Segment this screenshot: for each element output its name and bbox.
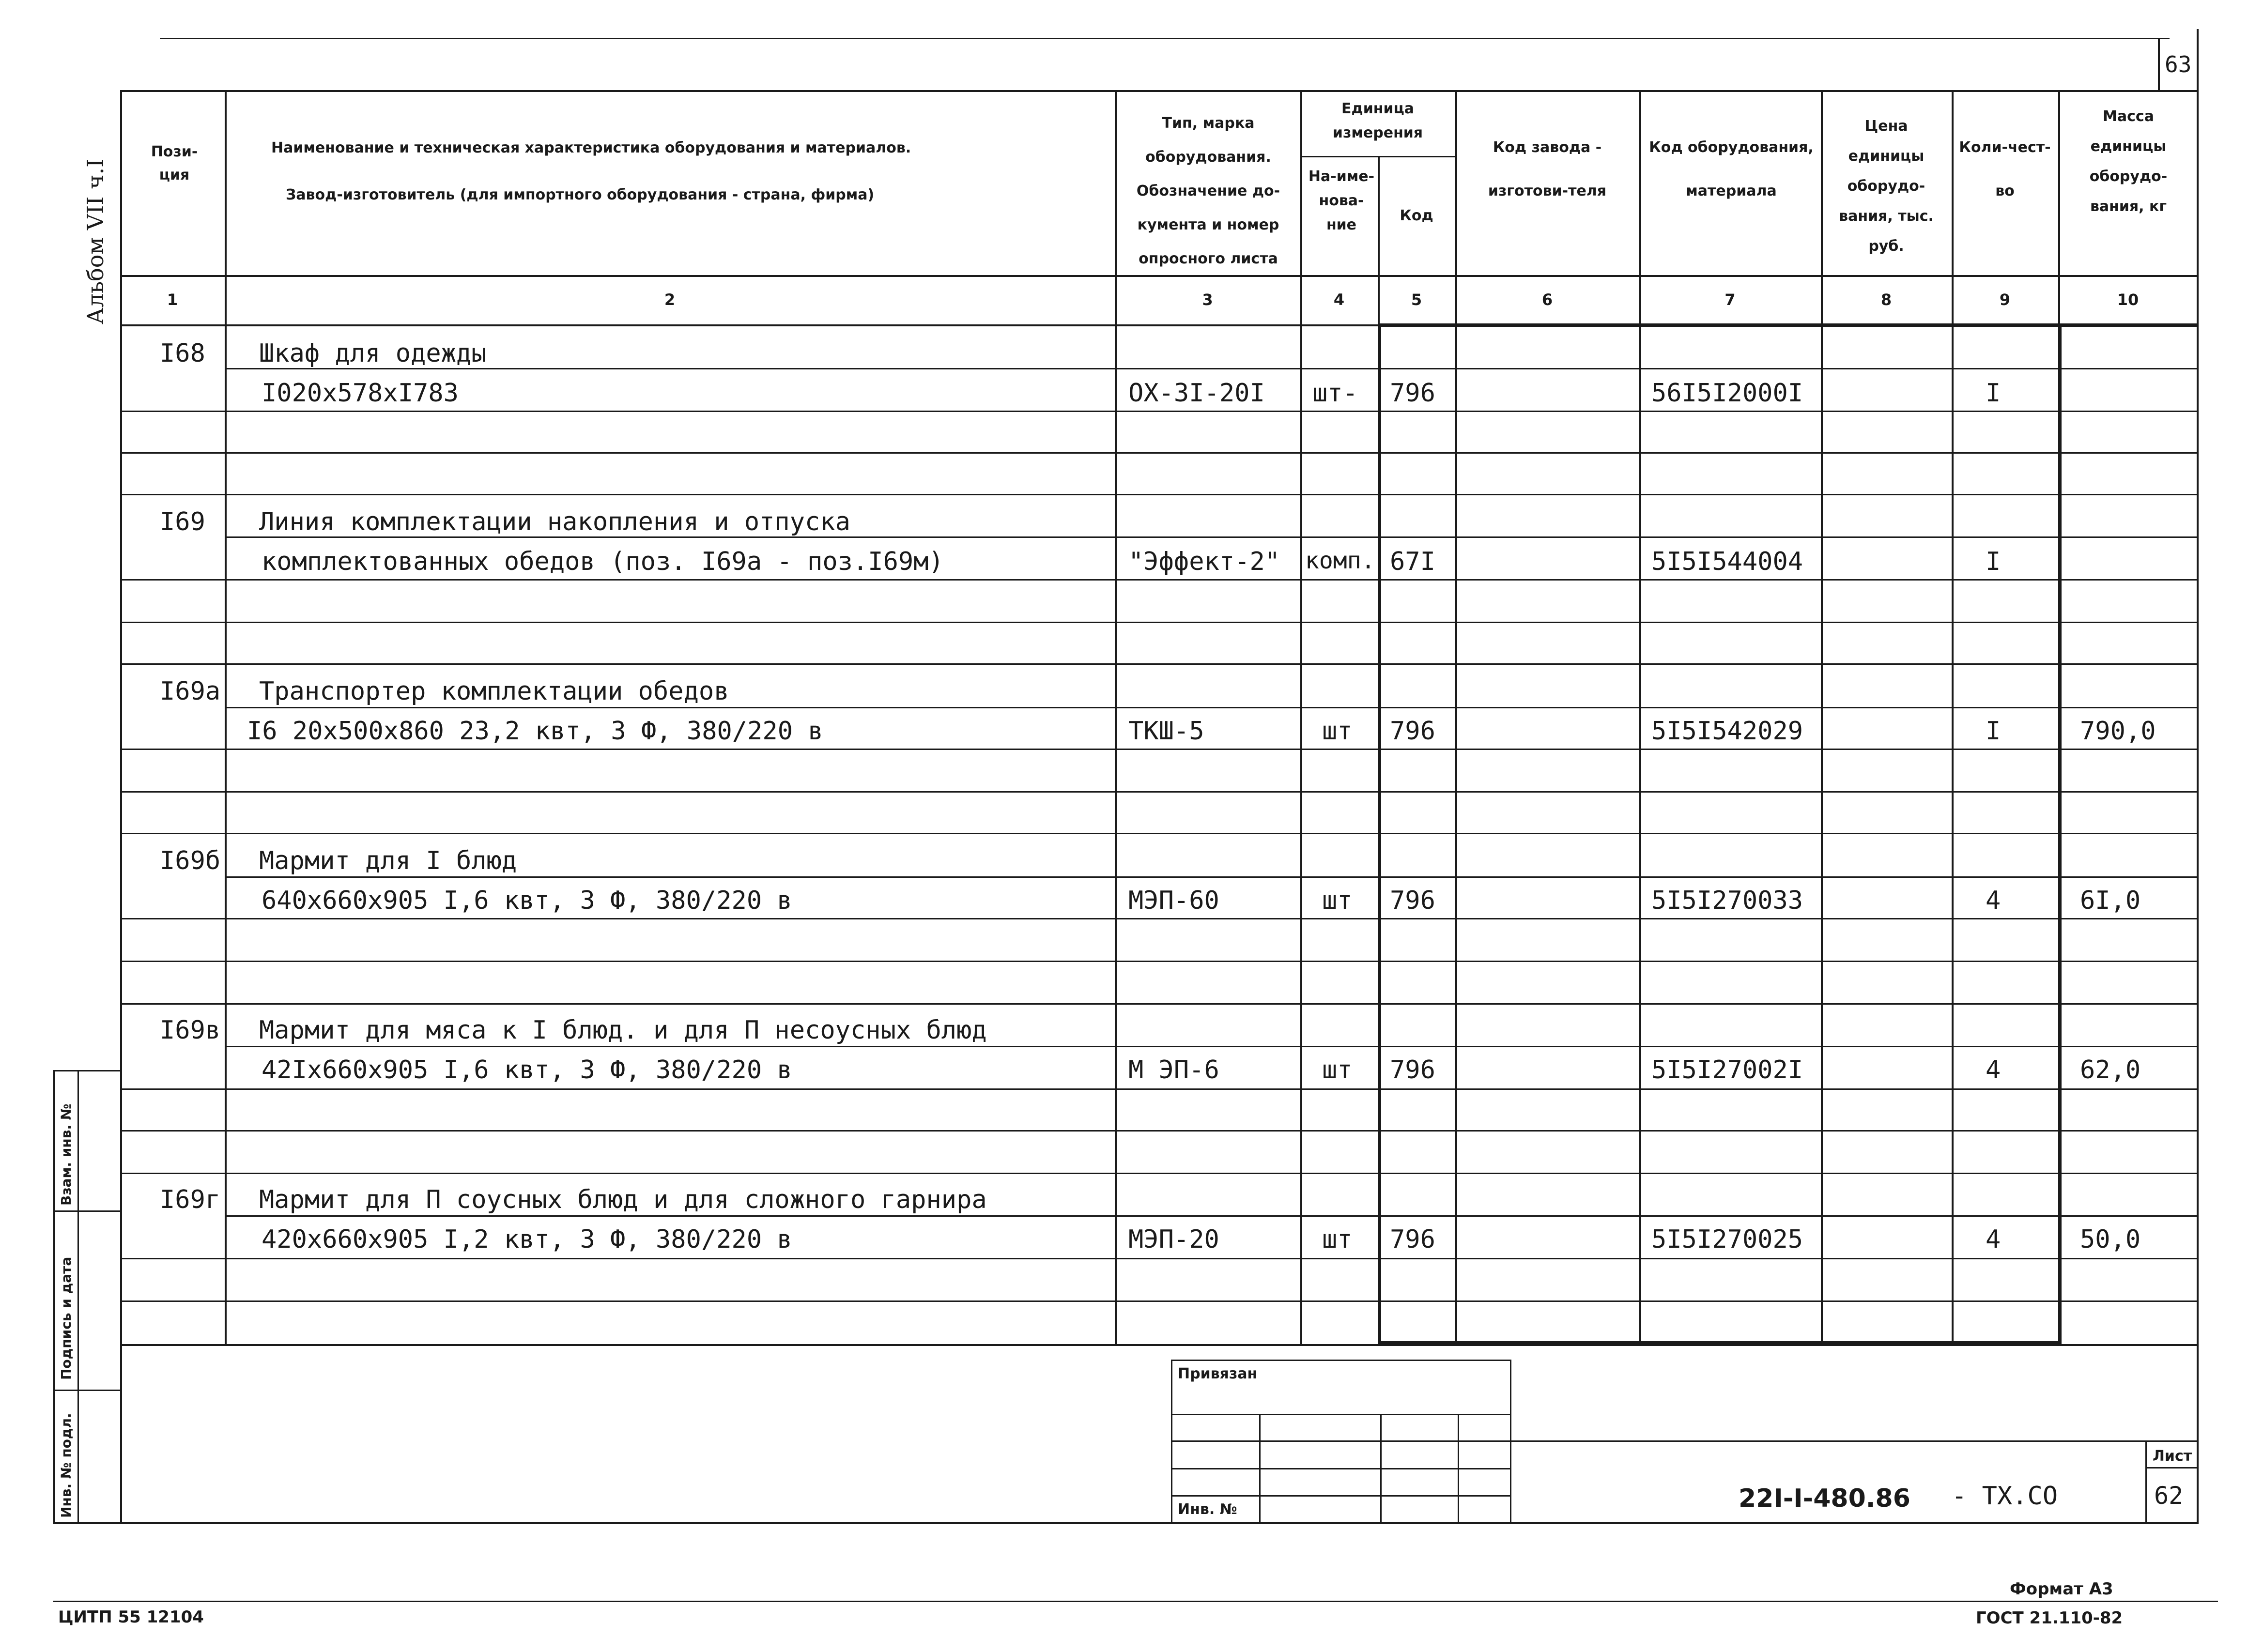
col-sep-8 — [1952, 90, 1954, 1344]
row-unit: комп. — [1305, 547, 1375, 574]
side-label-inv-podl: Инв. № подл. — [58, 1413, 74, 1518]
stamp-inv-no: Инв. № — [1178, 1501, 1237, 1518]
row-rule — [225, 536, 2198, 538]
row-rule — [120, 452, 2198, 454]
row-rule — [225, 707, 2198, 708]
row-rule — [225, 876, 2198, 878]
row-equipment-code: 5I5I270025 — [1651, 1225, 1803, 1254]
row-type: ТКШ-5 — [1128, 717, 1204, 746]
row-rule — [120, 749, 2198, 750]
side-stamp-left — [53, 1070, 55, 1523]
row-rule — [120, 1173, 2198, 1174]
side-stamp-rule — [53, 1210, 120, 1212]
document-code: 22I-I-480.86 — [1739, 1484, 1910, 1513]
side-label-podpis: Подпись и дата — [58, 1256, 74, 1380]
header-unit: Единица измерения — [1332, 100, 1423, 141]
row-rule — [120, 1300, 2198, 1302]
row-rule — [225, 368, 2198, 369]
col-sep-5 — [1455, 90, 1457, 1344]
footer-left-code: ЦИТП 55 12104 — [58, 1607, 204, 1627]
header-mass: Масса единицы оборудо-вания, кг — [2089, 108, 2168, 215]
stamp-rule — [1171, 1414, 1510, 1415]
row-unit-code: 796 — [1390, 379, 1435, 408]
row-equipment-code: 5I5I270033 — [1651, 886, 1803, 915]
row-mass: 790,0 — [2080, 717, 2156, 746]
footer-format: Формат А3 — [2010, 1579, 2113, 1599]
row-unit-code: 796 — [1390, 717, 1435, 746]
sheet-number: 62 — [2154, 1482, 2184, 1510]
stamp-col — [1458, 1414, 1459, 1522]
row-unit: шт — [1322, 1055, 1353, 1085]
row-rule — [225, 1046, 2198, 1047]
sheet-label: Лист — [2153, 1448, 2192, 1465]
row-quantity: 4 — [1986, 886, 2001, 915]
row-position: I69б — [160, 846, 221, 875]
col-sep-7 — [1821, 90, 1823, 1344]
album-label: Альбом VII ч.I — [82, 158, 108, 324]
row-rule — [120, 622, 2198, 623]
row-name-line1: Шкаф для одежды — [259, 339, 487, 368]
row-name-line2: I020x578xI783 — [262, 379, 459, 408]
row-name-line1: Линия комплектации накопления и отпуска — [259, 507, 850, 536]
row-rule — [120, 1003, 2198, 1005]
stamp-rule — [1171, 1495, 1510, 1497]
row-unit-code: 796 — [1390, 1055, 1435, 1085]
stamp-rule — [1171, 1440, 1510, 1442]
row-rule — [120, 579, 2198, 581]
row-unit-code: 796 — [1390, 1225, 1435, 1254]
row-equipment-code: 5I5I27002I — [1651, 1055, 1803, 1085]
row-name-line1: Мармит для мяса к I блюд. и для П несоусных блюд — [259, 1016, 987, 1045]
row-equipment-code: 5I5I544004 — [1651, 547, 1803, 576]
header-factory-code: Код завода - изготови-теля — [1488, 139, 1607, 199]
page-number-box-left — [2158, 38, 2160, 91]
colnum-6: 6 — [1541, 291, 1553, 309]
row-rule — [120, 961, 2198, 962]
stamp-col — [1380, 1414, 1382, 1522]
row-position: I69в — [160, 1016, 221, 1045]
row-position: I69 — [160, 507, 205, 536]
table-bottom-rule — [120, 1344, 2198, 1346]
row-name-line2: 42Ix660x905 I,6 квт, 3 Ф, 380/220 в — [262, 1055, 792, 1085]
colnum-8: 8 — [1880, 291, 1892, 309]
top-rule — [160, 38, 2170, 39]
row-quantity: 4 — [1986, 1225, 2001, 1254]
header-quantity: Коли-чест-во — [1959, 139, 2051, 199]
header-equipment-code: Код оборудования, материала — [1649, 139, 1814, 199]
titleblock-top — [1510, 1440, 2198, 1442]
row-name-line2: комплектованных обедов (поз. I69а - поз.I69м) — [262, 547, 944, 576]
row-rule — [120, 1130, 2198, 1132]
col-sep-3 — [1300, 90, 1302, 1344]
header-unit-name: На-име-нова-ние — [1308, 168, 1375, 233]
row-equipment-code: 5I5I542029 — [1651, 717, 1803, 746]
page-number: 63 — [2165, 51, 2192, 77]
colnum-9: 9 — [1999, 291, 2011, 309]
row-quantity: I — [1986, 547, 2001, 576]
row-position: I68 — [160, 339, 205, 368]
row-name-line2: I6 20x500x860 23,2 квт, 3 Ф, 380/220 в — [247, 717, 823, 746]
row-type: МЭП-20 — [1128, 1225, 1219, 1254]
header-price: Цена единицы оборудо-вания, тыс. руб. — [1839, 118, 1934, 255]
row-unit: шт — [1322, 886, 1353, 915]
row-name-line2: 640x660x905 I,6 квт, 3 Ф, 380/220 в — [262, 886, 792, 915]
row-rule — [120, 791, 2198, 793]
footer-gost: ГОСТ 21.110-82 — [1976, 1608, 2123, 1628]
header-unit-code: Код — [1400, 207, 1433, 224]
titleblock-sheet-rule — [2145, 1467, 2198, 1468]
colnum-7: 7 — [1724, 291, 1736, 309]
colnum-2: 2 — [664, 291, 676, 309]
col-sep-1 — [225, 90, 227, 1344]
row-unit: шт — [1322, 1225, 1353, 1254]
row-rule — [120, 663, 2198, 665]
col-sep-2 — [1115, 90, 1117, 1344]
side-label-vzam: Взам. инв. № — [58, 1103, 74, 1206]
row-rule — [120, 411, 2198, 412]
row-name-line2: 420x660x905 I,2 квт, 3 Ф, 380/220 в — [262, 1225, 792, 1254]
row-unit: шт — [1322, 717, 1353, 746]
header-name-line1: Наименование и техническая характеристика оборудования и материалов. — [271, 139, 911, 156]
row-equipment-code: 56I5I2000I — [1651, 379, 1803, 408]
colnum-10: 10 — [2117, 291, 2139, 309]
row-mass: 6I,0 — [2080, 886, 2141, 915]
stamp-privyazan: Привязан — [1178, 1365, 1258, 1382]
stamp-top — [1171, 1360, 1510, 1361]
row-rule — [120, 833, 2198, 834]
row-unit-code: 67I — [1390, 547, 1435, 576]
row-name-line1: Мармит для П соусных блюд и для сложного гарнира — [259, 1185, 987, 1214]
row-position: I69а — [160, 677, 221, 706]
row-position: I69г — [160, 1185, 221, 1214]
titleblock-sheet-left — [2145, 1440, 2147, 1523]
document-suffix: - ТХ.СО — [1952, 1482, 2058, 1511]
colnum-4: 4 — [1333, 291, 1345, 309]
side-stamp-mid — [77, 1070, 79, 1523]
row-mass: 62,0 — [2080, 1055, 2141, 1085]
row-quantity: I — [1986, 379, 2001, 408]
header-type: Тип, марка оборудования. Обозначение до-кумента и номер опросного листа — [1136, 115, 1280, 267]
colnum-1: 1 — [167, 291, 178, 309]
header-position: Пози- ция — [151, 143, 198, 184]
row-rule — [120, 1088, 2198, 1090]
row-rule — [120, 1258, 2198, 1259]
row-mass: 50,0 — [2080, 1225, 2141, 1254]
header-name-line2: Завод-изготовитель (для импортного оборудования - страна, фирма) — [286, 186, 875, 203]
row-rule — [120, 494, 2198, 495]
side-stamp-rule — [53, 1390, 120, 1391]
row-name-line1: Транспортер комплектации обедов — [259, 677, 729, 706]
frame-top — [120, 90, 2198, 92]
row-rule — [120, 918, 2198, 919]
row-unit-code: 796 — [1390, 886, 1435, 915]
col-sep-6 — [1639, 90, 1641, 1344]
row-type: МЭП-60 — [1128, 886, 1219, 915]
bold-block-top — [1378, 323, 2199, 327]
frame-right — [2197, 29, 2199, 1523]
row-name-line1: Мармит для I блюд — [259, 846, 517, 875]
row-unit: шт- — [1312, 379, 1358, 408]
footer-rule — [53, 1601, 2218, 1602]
row-quantity: I — [1986, 717, 2001, 746]
row-rule — [225, 1215, 2198, 1217]
colnum-5: 5 — [1411, 291, 1422, 309]
row-type: ОХ-3I-20I — [1128, 379, 1265, 408]
stamp-rule — [1171, 1468, 1510, 1469]
row-quantity: 4 — [1986, 1055, 2001, 1085]
frame-bottom — [53, 1522, 2199, 1524]
row-type: М ЭП-6 — [1128, 1055, 1219, 1085]
side-stamp-rule — [53, 1070, 120, 1071]
stamp-col — [1259, 1414, 1261, 1522]
row-type: "Эффект-2" — [1128, 547, 1280, 576]
colnum-3: 3 — [1202, 291, 1213, 309]
